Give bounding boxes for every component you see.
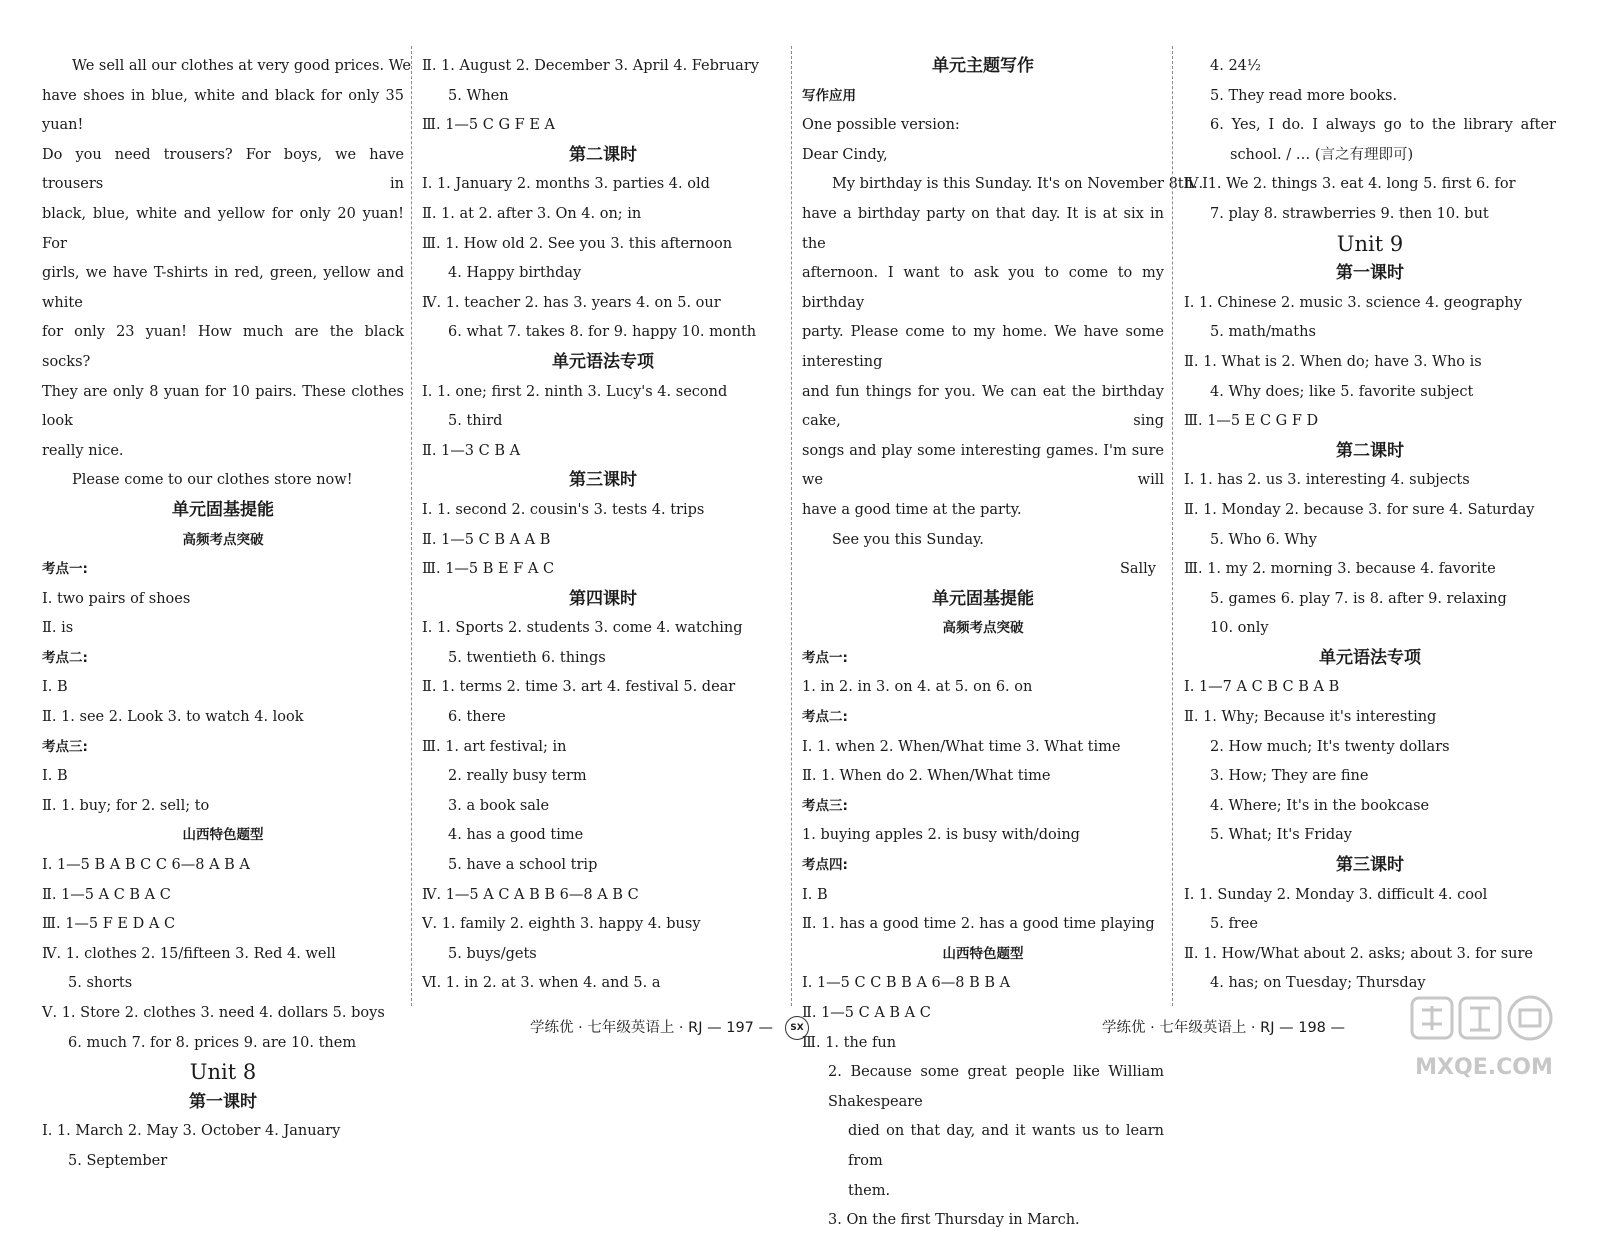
section-heading: 单元固基提能 (172, 499, 274, 520)
answer-subline: 3. How; They are fine (1210, 768, 1369, 785)
answer-subline: 4. has; on Tuesday; Thursday (1210, 975, 1426, 992)
section-heading: 第一课时 (189, 1091, 257, 1112)
text-line: black, blue, white and yellow for only 20 yuan! For (42, 205, 404, 252)
sx-badge: SX (785, 1016, 809, 1040)
answer-line: Ⅰ. 1. second 2. cousin's 3. tests 4. trips (422, 501, 705, 518)
answer-line: Ⅲ. 1. the fun (802, 1034, 897, 1051)
answer-line: Ⅱ. 1—3 C B A (422, 442, 521, 459)
column-divider (1172, 46, 1173, 1006)
answer-line: Ⅰ. 1—5 B A B C C 6—8 A B A (42, 857, 250, 874)
answer-subline: 5. What; It's Friday (1210, 827, 1352, 844)
answer-line: Ⅰ. 1—7 A C B C B A B (1184, 679, 1340, 696)
answer-line: Dear Cindy, (802, 146, 888, 163)
section-heading: 单元固基提能 (932, 588, 1034, 609)
answer-subline: 5. twentieth 6. things (448, 649, 606, 666)
answer-subline: 3. a book sale (448, 797, 550, 814)
answer-subline: 2. How much; It's twenty dollars (1210, 738, 1450, 755)
answer-subline: 6. Yes, I do. I always go to the library after (1210, 117, 1556, 134)
answer-subline: 5. September (68, 1152, 168, 1169)
answer-line: Ⅳ. 1. teacher 2. has 3. years 4. on 5. our (422, 294, 721, 311)
answer-line: Ⅱ. 1. at 2. after 3. On 4. on; in (422, 205, 642, 222)
section-heading: 第三课时 (1336, 855, 1404, 876)
answer-subline: 5. free (1210, 916, 1258, 933)
answer-line: 1. buying apples 2. is busy with/doing (802, 827, 1080, 844)
answer-subline: 6. much 7. for 8. prices 9. are 10. them (68, 1034, 357, 1051)
answer-subline: 6. what 7. takes 8. for 9. happy 10. month (448, 324, 757, 341)
point-label: 考点三: (42, 738, 88, 755)
answer-subline: 4. Why does; like 5. favorite subject (1210, 383, 1474, 400)
point-label: 写作应用 (802, 87, 856, 104)
watermark-url: MXQE.COM (1415, 1055, 1553, 1080)
answer-line: Ⅱ. 1. How/What about 2. asks; about 3. for sure (1184, 945, 1533, 962)
answer-line: Ⅱ. 1. Monday 2. because 3. for sure 4. Saturday (1184, 501, 1535, 518)
answer-subline: died on that day, and it wants us to learn from (848, 1123, 1164, 1169)
answer-line: Ⅱ. 1. Why; Because it's interesting (1184, 709, 1437, 726)
answer-subline: 2. really busy term (448, 768, 587, 785)
essay-paragraph-line: See you this Sunday. (832, 531, 984, 548)
answer-line: Ⅰ. B (802, 886, 828, 903)
answer-line: Ⅱ. 1. When do 2. When/What time (802, 768, 1051, 785)
answer-subline: 3. On the first Thursday in March. (828, 1212, 1080, 1229)
section-heading: 第一课时 (1336, 263, 1404, 284)
answer-line: Ⅰ. 1. January 2. months 3. parties 4. old (422, 176, 710, 193)
answer-line: One possible version: (802, 117, 960, 134)
answer-line: Ⅳ. 1. We 2. things 3. eat 4. long 5. first 6. for (1184, 176, 1516, 193)
answer-column-1 (42, 52, 411, 1177)
answer-line: 1. in 2. in 3. on 4. at 5. on 6. on (802, 679, 1033, 696)
answer-subline: 4. has a good time (448, 827, 584, 844)
answer-line: Ⅰ. 1. when 2. When/What time 3. What time (802, 738, 1121, 755)
answer-line: Ⅴ. 1. Store 2. clothes 3. need 4. dollars 5. boys (42, 1005, 385, 1021)
footer-right-page-label: 学练优 · 七年级英语上 · RJ — 198 — (1102, 1020, 1346, 1036)
answer-line: Ⅲ. 1—5 F E D A C (42, 916, 176, 933)
text-line: have a birthday party on that day. It is at six in the (802, 205, 1164, 252)
answer-line: Ⅲ. 1. How old 2. See you 3. this afternoon (422, 235, 733, 252)
text-line: Do you need trousers? For boys, we have trousers in (42, 146, 404, 193)
answer-line: Ⅰ. 1. March 2. May 3. October 4. January (42, 1123, 341, 1140)
column-divider (791, 46, 792, 1006)
text-line: have shoes in blue, white and black for only 35 yuan! (42, 87, 404, 134)
answer-line: Ⅰ. 1. has 2. us 3. interesting 4. subjects (1184, 472, 1470, 489)
answer-subline: 2. Because some great people like William Shakespeare (828, 1064, 1164, 1110)
answer-line: Ⅳ. 1. clothes 2. 15/fifteen 3. Red 4. well (42, 945, 336, 962)
point-label: 考点一: (42, 561, 88, 578)
answer-line: Ⅰ. two pairs of shoes (42, 590, 191, 607)
essay-paragraph-line: We sell all our clothes at very good prices. We (72, 58, 411, 74)
answer-subline: 5. math/maths (1210, 324, 1316, 341)
subsection-heading: 高频考点突破 (182, 531, 264, 548)
column-divider (411, 46, 412, 1006)
footer-left-page-label: 学练优 · 七年级英语上 · RJ — 197 — (530, 1020, 774, 1036)
point-label: 考点二: (802, 709, 848, 726)
answer-line: Ⅱ. 1. What is 2. When do; have 3. Who is (1184, 353, 1482, 370)
section-heading: 第四课时 (569, 588, 637, 609)
answer-subline: 7. play 8. strawberries 9. then 10. but (1210, 205, 1489, 222)
answer-line: Ⅰ. 1. Sunday 2. Monday 3. difficult 4. cool (1184, 886, 1488, 903)
answer-line: Ⅰ. 1—5 C C B B A 6—8 B B A (802, 975, 1011, 992)
answer-line: Ⅰ. 1. one; first 2. ninth 3. Lucy's 4. second (422, 383, 728, 400)
answer-subline: school. / … (言之有理即可) (1230, 146, 1414, 163)
answer-subline: 5. have a school trip (448, 857, 598, 874)
answer-line: have a good time at the party. (802, 501, 1022, 518)
answer-subline: 5. buys/gets (448, 945, 537, 962)
answer-line: Ⅵ. 1. in 2. at 3. when 4. and 5. a (422, 975, 661, 992)
answer-column-3 (802, 52, 1208, 1236)
text-line: and fun things for you. We can eat the birthday cake, sing (802, 383, 1164, 430)
answer-line: Ⅱ. is (42, 620, 74, 637)
answer-line: Ⅲ. 1—5 C G F E A (422, 117, 555, 134)
answer-line: really nice. (42, 442, 124, 459)
text-line: for only 23 yuan! How much are the black socks? (42, 324, 404, 370)
answer-line: Ⅲ. 1—5 B E F A C (422, 561, 555, 578)
subsection-heading: 山西特色题型 (182, 827, 264, 844)
answer-line: Ⅳ. 1—5 A C A B B 6—8 A B C (422, 886, 639, 903)
unit-heading: Unit 9 (1336, 231, 1404, 256)
answer-subline: 5. When (448, 87, 509, 104)
section-heading: 单元语法专项 (1319, 647, 1421, 668)
answer-line: Ⅱ. 1. buy; for 2. sell; to (42, 797, 210, 814)
answer-line: Ⅱ. 1. terms 2. time 3. art 4. festival 5. dear (422, 679, 736, 696)
answer-subline: 4. Where; It's in the bookcase (1210, 797, 1430, 814)
answer-line: Ⅱ. 1—5 C B A A B (422, 531, 551, 548)
essay-paragraph-line: Please come to our clothes store now! (72, 472, 353, 489)
answer-line: Ⅲ. 1. art festival; in (422, 738, 567, 755)
subsection-heading: 山西特色题型 (942, 945, 1024, 962)
text-line: afternoon. I want to ask you to come to my birthday (802, 265, 1164, 311)
answer-line: Ⅱ. 1. August 2. December 3. April 4. February (422, 58, 759, 74)
essay-paragraph-line: My birthday is this Sunday. It's on November 8th. I (832, 176, 1208, 193)
answer-subline: 4. Happy birthday (448, 265, 582, 282)
answer-line: Ⅱ. 1. has a good time 2. has a good time playing (802, 916, 1155, 933)
section-heading: 第二课时 (1336, 440, 1404, 461)
answer-subline: 6. there (448, 709, 506, 726)
text-line: songs and play some interesting games. I'm sure we will (802, 442, 1164, 489)
answer-line: Ⅲ. 1. my 2. morning 3. because 4. favorite (1184, 561, 1496, 578)
answer-line: Ⅱ. 1—5 A C B A C (42, 886, 171, 903)
section-heading: 第三课时 (569, 470, 637, 491)
subsection-heading: 高频考点突破 (942, 620, 1024, 637)
answer-line: Ⅰ. B (42, 679, 68, 696)
answer-subline: 5. Who 6. Why (1210, 531, 1317, 548)
answer-column-4 (1184, 52, 1556, 999)
answer-subline: 5. shorts (68, 975, 133, 992)
answer-line: Ⅰ. 1. Sports 2. students 3. come 4. watching (422, 620, 743, 637)
answer-line: Ⅱ. 1. see 2. Look 3. to watch 4. look (42, 709, 304, 726)
unit-heading: Unit 8 (189, 1060, 257, 1085)
watermark-logo (1408, 994, 1560, 1084)
answer-subline: 4. 24½ (1210, 58, 1261, 74)
point-label: 考点二: (42, 649, 88, 666)
answer-subline: 10. only (1210, 620, 1269, 637)
answer-subline: 5. third (448, 413, 503, 430)
answer-subline: them. (848, 1182, 891, 1199)
answer-line: Ⅲ. 1—5 E C G F D (1184, 413, 1319, 430)
text-line: party. Please come to my home. We have some interesting (802, 324, 1164, 370)
section-heading: 单元主题写作 (932, 56, 1034, 76)
text-line: girls, we have T-shirts in red, green, yellow and white (42, 265, 404, 311)
answer-column-2 (422, 52, 784, 999)
answer-line: Ⅰ. 1. Chinese 2. music 3. science 4. geography (1184, 294, 1522, 311)
point-label: 考点三: (802, 797, 848, 814)
answer-line: Ⅱ. 1—5 C A B A C (802, 1005, 931, 1021)
answer-subline: 5. They read more books. (1210, 87, 1398, 104)
section-heading: 第二课时 (569, 144, 637, 165)
letter-signature: Sally (1119, 561, 1156, 578)
answer-subline: 5. games 6. play 7. is 8. after 9. relaxing (1210, 590, 1507, 607)
text-line: They are only 8 yuan for 10 pairs. These clothes look (42, 383, 404, 430)
section-heading: 单元语法专项 (552, 351, 654, 372)
answer-line: Ⅴ. 1. family 2. eighth 3. happy 4. busy (422, 916, 701, 933)
answer-line: Ⅰ. B (42, 768, 68, 785)
point-label: 考点四: (802, 857, 848, 874)
point-label: 考点一: (802, 649, 848, 666)
